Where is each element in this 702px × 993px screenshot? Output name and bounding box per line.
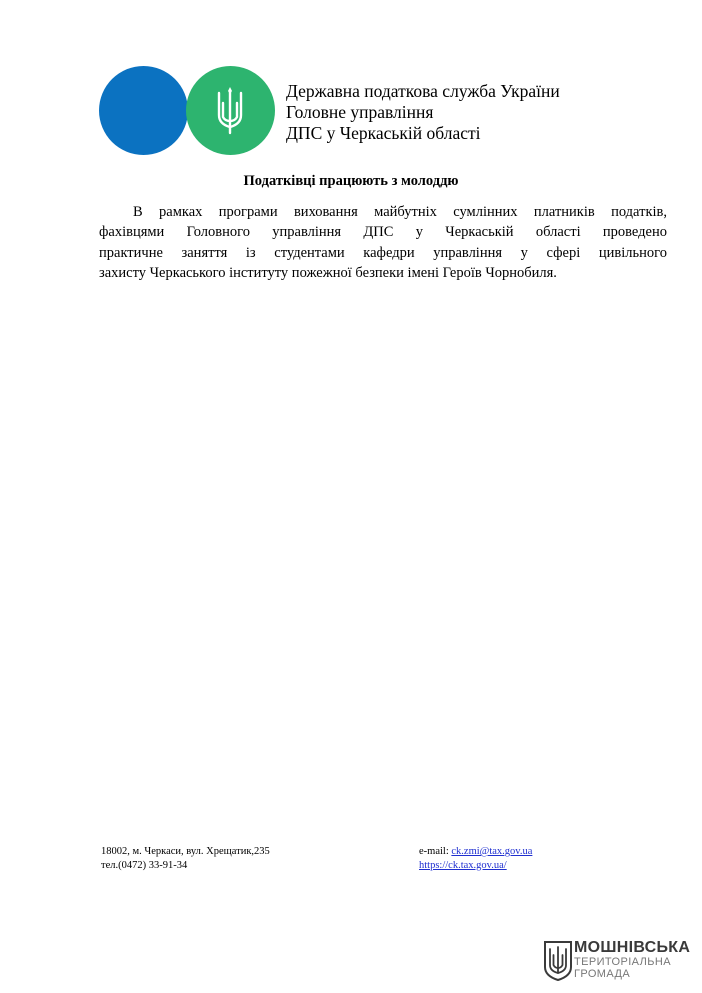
email-label: e-mail: — [419, 846, 452, 857]
watermark-title: МОШНІВСЬКА — [574, 939, 691, 956]
org-line-1: Державна податкова служба України — [286, 81, 560, 101]
body-line-3: практичне заняття із студентами кафедри управління у сфері цивільного — [99, 244, 667, 261]
watermark-line-3: ГРОМАДА — [574, 968, 631, 980]
org-line-3: ДПС у Черкаській області — [286, 123, 481, 143]
body-line-2: фахівцями Головного управління ДПС у Черкаській області проведено — [99, 224, 667, 241]
watermark-text — [574, 939, 690, 980]
footer-contacts — [101, 845, 270, 872]
website-link[interactable]: https://ck.tax.gov.ua/ — [419, 859, 507, 871]
footer-email-line — [419, 845, 532, 859]
dps-logo — [99, 66, 275, 156]
email-link[interactable]: ck.zmi@tax.gov.ua — [451, 846, 533, 857]
footer-phone: тел.(0472) 33-91-34 — [101, 859, 188, 871]
footer-website-line — [419, 859, 532, 873]
logo-blue-circle — [99, 66, 188, 155]
footer-address: 18002, м. Черкаси, вул. Хрещатик,235 — [101, 846, 270, 857]
organization-name — [286, 81, 560, 144]
org-line-2: Головне управління — [286, 102, 434, 122]
trident-icon — [215, 87, 245, 135]
body-line-4: захисту Черкаського інституту пожежної безпеки імені Героїв Чорнобиля. — [99, 265, 557, 282]
community-watermark — [541, 938, 691, 984]
footer-online — [419, 845, 532, 872]
trident-shield-icon — [544, 941, 572, 981]
article-title: Податківці працюють з молоддю — [243, 173, 459, 189]
body-line-1: В рамках програми виховання майбутніх сумлінних платників податків, — [133, 204, 667, 220]
watermark-line-2: ТЕРИТОРІАЛЬНА — [574, 956, 671, 968]
article-body — [99, 202, 667, 284]
